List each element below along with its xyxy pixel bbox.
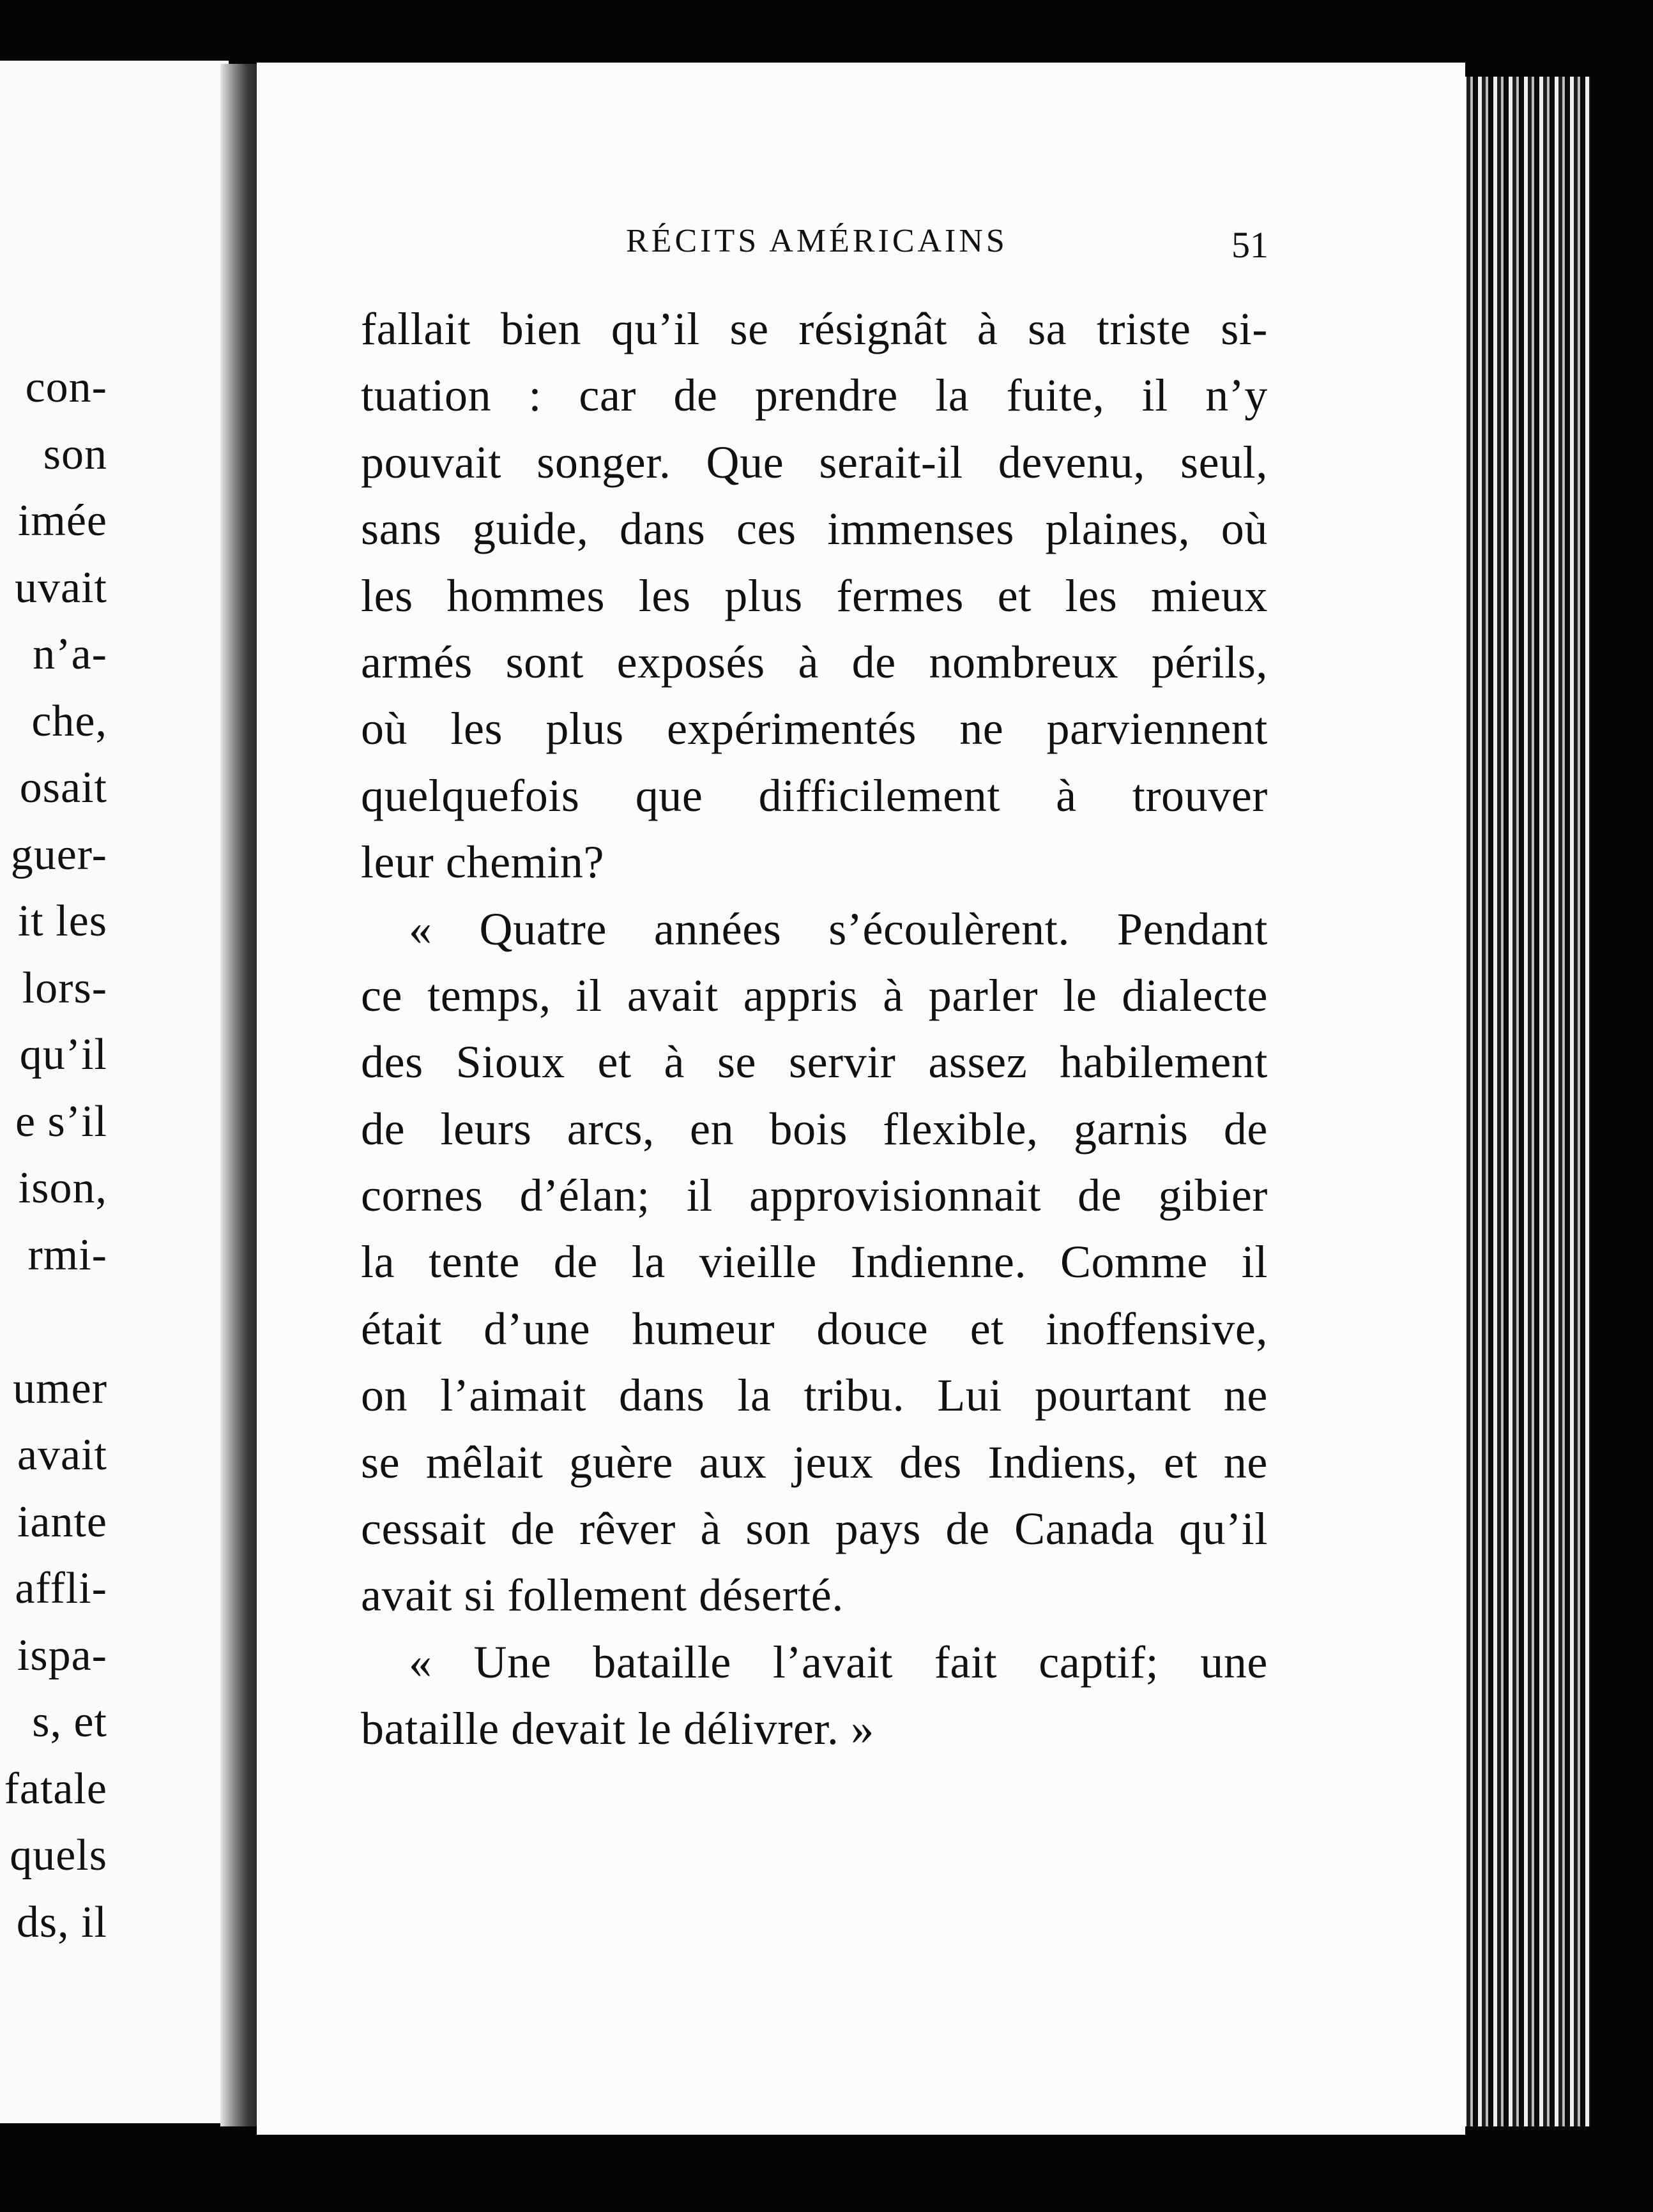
text-line: tuation : car de prendre la fuite, il n’y — [361, 370, 1268, 421]
left-line: guer- — [10, 830, 107, 879]
running-head: RÉCITS AMÉRICAINS — [626, 223, 1008, 259]
text-line: on l’aimait dans la tribu. Lui pourtant ne — [361, 1370, 1268, 1421]
left-line: umer — [13, 1363, 107, 1413]
left-page-text — [4, 354, 107, 1956]
left-line: quels — [10, 1831, 107, 1880]
text-line: « Quatre années s’écoulèrent. Pendant — [409, 903, 1268, 955]
left-line: con- — [25, 363, 107, 412]
text-line: se mêlait guère aux jeux des Indiens, et ne — [361, 1436, 1268, 1488]
left-line: imée — [17, 496, 107, 545]
left-line: rmi- — [27, 1230, 107, 1280]
text-line: armés sont exposés à de nombreux périls, — [361, 636, 1268, 688]
left-line: osait — [19, 763, 107, 812]
left-line: iante — [17, 1497, 107, 1547]
left-line: fatale — [4, 1764, 107, 1814]
left-line: n’a- — [33, 630, 107, 679]
left-line: uvait — [15, 563, 107, 612]
text-line: sans guide, dans ces immenses plaines, où — [361, 503, 1268, 555]
text-line: pouvait songer. Que serait-il devenu, seul, — [361, 436, 1268, 488]
left-line: che, — [31, 696, 107, 746]
text-line: était d’une humeur douce et inoffensive, — [361, 1303, 1268, 1354]
text-line: cornes d’élan; il approvisionnait de gibier — [361, 1170, 1268, 1222]
text-line: de leurs arcs, en bois flexible, garnis de — [361, 1103, 1268, 1155]
left-line: ds, il — [16, 1897, 107, 1947]
left-line: it les — [17, 897, 107, 946]
page-edges — [1463, 77, 1590, 2126]
text-line: des Sioux et à se servir assez habilement — [361, 1036, 1268, 1088]
left-line: affli- — [15, 1564, 107, 1613]
left-line: qu’il — [19, 1030, 107, 1079]
text-line: où les plus expérimentés ne parviennent — [361, 703, 1268, 755]
left-line: s, et — [32, 1697, 107, 1746]
text-line: ce temps, il avait appris à parler le dialecte — [361, 969, 1268, 1021]
text-line: fallait bien qu’il se résignât à sa triste si- — [361, 303, 1268, 354]
left-line: avait — [17, 1430, 107, 1480]
left-line: lors- — [22, 963, 107, 1013]
text-line: les hommes les plus fermes et les mieux — [361, 570, 1268, 621]
text-line: bataille devait le délivrer. » — [361, 1703, 874, 1755]
text-line: quelquefois que difficilement à trouver — [361, 769, 1268, 821]
text-line: leur chemin? — [361, 837, 605, 888]
page-number: 51 — [1231, 224, 1268, 266]
left-line: son — [43, 429, 107, 479]
text-line: cessait de rêver à son pays de Canada qu’il — [361, 1503, 1268, 1555]
left-line: ison, — [18, 1163, 107, 1213]
left-page — [0, 61, 229, 2123]
text-line: avait si follement déserté. — [361, 1570, 844, 1621]
text-line: « Une bataille l’avait fait captif; une — [409, 1636, 1268, 1688]
body-text — [361, 296, 1268, 1762]
text-line: la tente de la vieille Indienne. Comme il — [361, 1236, 1268, 1288]
left-line — [4, 1289, 107, 1356]
left-line: e s’il — [15, 1096, 107, 1146]
left-line: ispa- — [17, 1630, 107, 1680]
